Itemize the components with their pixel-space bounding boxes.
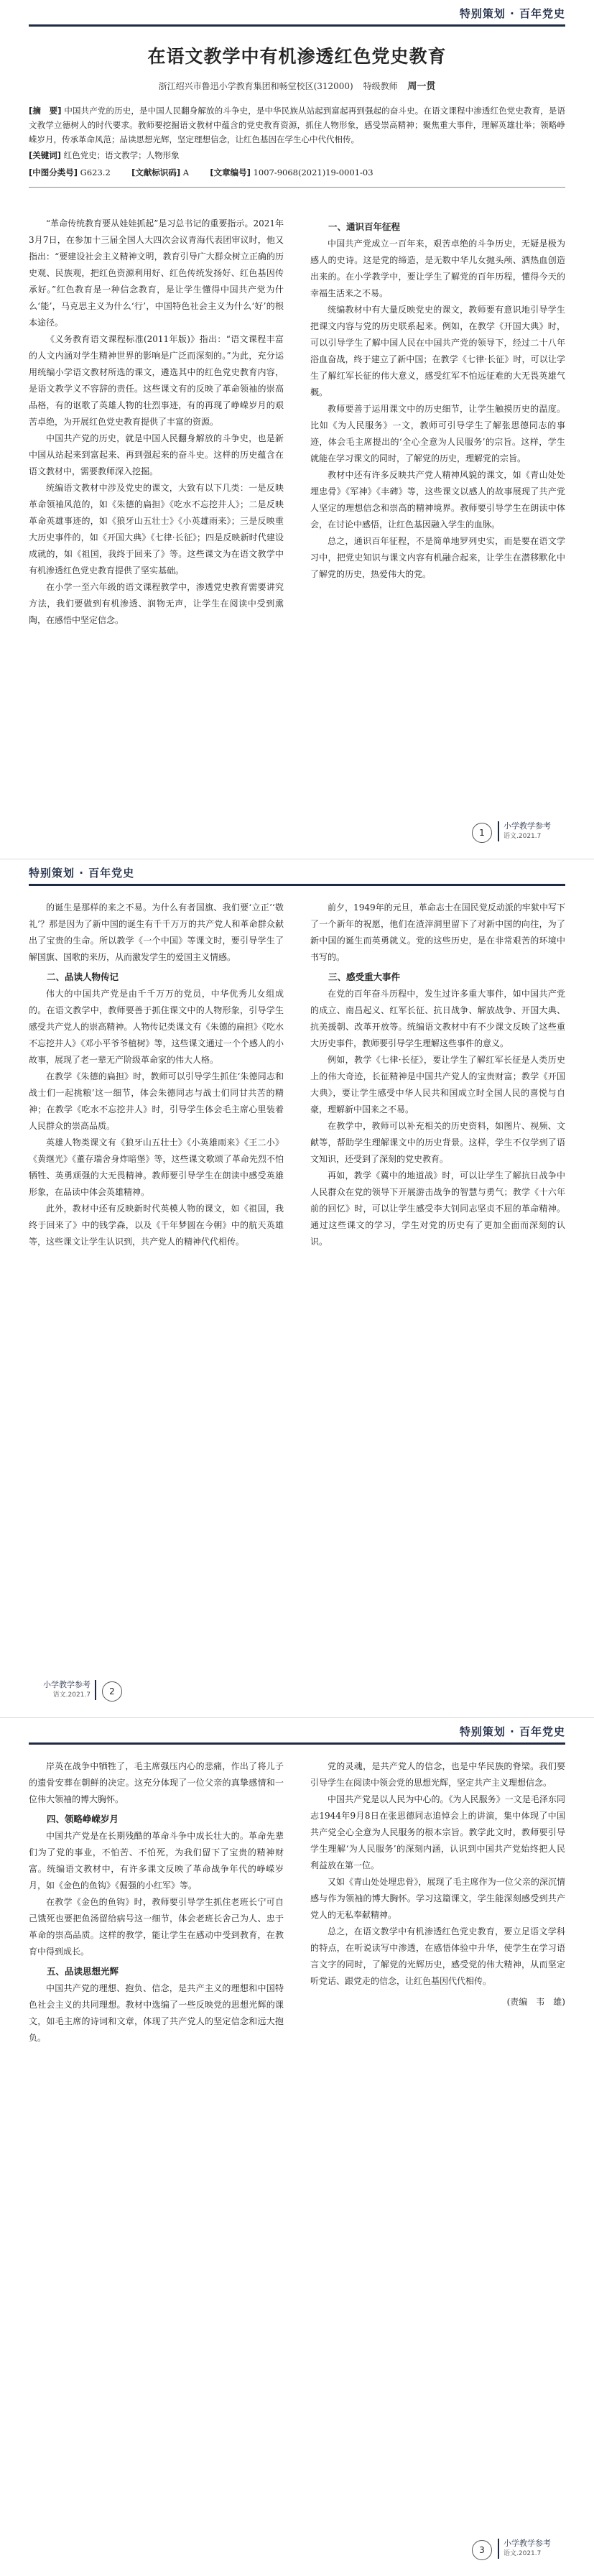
- column-right: [310, 900, 565, 1661]
- doc-value: A: [182, 167, 190, 177]
- page-2: [0, 859, 594, 1717]
- magazine-info: [498, 821, 551, 841]
- body-columns: [29, 1758, 565, 2520]
- paragraph: 例如，教学《七律·长征》，要让学生了解红军长征是人类历史上的伟大奇迹，长征精神是中国共产党人的宝贵财富；教学《开国大典》，要让学生感受中华人民共和国成立时全国人民的喜悦与自豪，理解新中国来之不易。: [310, 1055, 565, 1114]
- magazine-name: 小学教学参考: [43, 1680, 91, 1689]
- paragraph: 在教学《金色的鱼钩》时，教师要引导学生抓住老班长宁可自己饿死也要把鱼汤留给病号这一细节，体会老班长舍己为人、忠于革命的崇高品质。这样的教学，能让学生在感动中受到教育，在教育中得到成长。: [29, 1897, 284, 1957]
- magazine-issue: 语文.2021.7: [52, 1691, 91, 1699]
- paragraph: 在教学中，教师可以补充相关的历史资料，如图片、视频、文献等，帮助学生理解课文中的历史背景。这样，学生不仅学到了语文知识，还受到了深刻的党史教育。: [310, 1121, 565, 1164]
- paragraph: 在小学一至六年级的语文课程教学中，渗透党史教育需要讲究方法，我们要做到有机渗透、润物无声，让学生在阅读中受到熏陶，在感悟中坚定信念。: [29, 582, 284, 625]
- column-left: [29, 1758, 284, 2520]
- page-footer: [429, 2537, 572, 2563]
- column-right: [310, 1758, 565, 2520]
- paragraph: 中国共产党成立一百年来，艰苦卓绝的斗争历史，无疑是极为感人的史诗。这是党的缔造，是无数中华儿女抛头颅、洒热血创造出来的。在小学教学中，要让学生了解党的百年历程，懂得今天的幸福生活来之不易。: [310, 239, 565, 298]
- clc-label: [中图分类号]: [29, 167, 78, 177]
- doc-label: [文献标识码]: [131, 167, 181, 177]
- divider: [29, 187, 565, 188]
- abstract: [29, 103, 565, 147]
- paragraph: 又如《青山处处埋忠骨》，展现了毛主席作为一位父亲的深沉情感与作为领袖的博大胸怀。学习这篇课文，学生能深刻感受到共产党人的无私奉献精神。: [310, 1877, 565, 1920]
- keywords-label: [关键词]: [29, 150, 62, 160]
- paragraph: 中国共产党的历史，就是中国人民翻身解放的斗争史，也是新中国从站起来到富起来、再到强起来的奋斗史。这样的历史蕴含在语文教材中，需要教师深入挖掘。: [29, 433, 284, 476]
- magazine-name: 小学教学参考: [503, 2539, 551, 2548]
- paragraph: 在党的百年奋斗历程中，发生过许多重大事件，如中国共产党的成立、南昌起义、红军长征、抗日战争、解放战争、开国大典、抗美援朝、改革开放等。统编语文教材中有不少课文反映了这些重大历史事件，教师要引导学生理解这些事件的意义。: [310, 989, 565, 1048]
- paragraph: 伟大的中国共产党是由千千万万的党员，中华优秀儿女组成的。在语文教学中，教师要善于抓住课文中的人物形象，引导学生感受共产党人的崇高精神。人物传记类课文有《朱德的扁担》《吃水不忘挖井人》《邓小平爷爷植树》等，这些课文通过一个个感人的小故事，展现了老一辈无产阶级革命家的伟大人格。: [29, 989, 284, 1065]
- paragraph: 统编语文教材中涉及党史的课文，大致有以下几类：一是反映革命领袖风范的，如《朱德的扁担》《吃水不忘挖井人》；二是反映革命英雄事迹的，如《狼牙山五壮士》《小英雄雨来》；三是反映重大历史事件的，如《开国大典》《七律·长征》；四是反映新时代建设成就的，如《祖国，我终于回来了》等。这些课文为在语文教学中有机渗透红色党史教育提供了坚实基础。: [29, 483, 284, 576]
- section-heading: 五、品读思想光辉: [47, 1966, 119, 1977]
- page-header: [29, 0, 565, 27]
- paragraph: 中国共产党的理想、抱负、信念，是共产主义的理想和中国特色社会主义的共同理想。教材中选编了一些反映党的思想光辉的课文，如毛主席的诗词和文章，体现了共产党人的坚定信念和远大抱负。: [29, 1983, 284, 2043]
- paragraph: 中国共产党是以人民为中心的。《为人民服务》一文是毛泽东同志1944年9月8日在张思德同志追悼会上的讲演，集中体现了中国共产党全心全意为人民服务的根本宗旨。教学此文时，教师要引导学生理解‘为人民服务’的深刻内涵，认识到中国共产党始终把人民利益放在第一位。: [310, 1794, 565, 1870]
- page-1: [0, 0, 594, 859]
- magazine-info: [43, 1680, 96, 1700]
- paragraph: “革命传统教育要从娃娃抓起”是习总书记的重要指示。2021年3月7日，在参加十三届全国人大四次会议青海代表团审议时，他又指出：“要建设社会主义精神文明，教育引导广大群众树立正确的历史观、民族观，把红色资源利用好、红色传统发扬好、红色基因传承好。”红色教育是一种信念教育，是让学生懂得中国共产党为什么‘能’，马克思主义为什么‘行’，中国特色社会主义为什么‘好’的根本途径。: [29, 218, 284, 328]
- paragraph: 统编教材中有大量反映党史的课文，教师要有意识地引导学生把课文内容与党的历史联系起来。例如，在教学《开国大典》时，可以引导学生了解中国人民在中国共产党的领导下，经过二十八年浴血奋战，终于建立了新中国；在教学《七律·长征》时，可以让学生了解红军长征的伟大意义，感受红军不怕远征难的大无畏英雄气概。: [310, 305, 565, 397]
- article-meta: [29, 165, 565, 180]
- keywords: [29, 148, 565, 162]
- column-left: [29, 900, 284, 1661]
- section-heading: 三、感受重大事件: [328, 971, 401, 982]
- page-header: [29, 859, 565, 886]
- magazine-info: [498, 2539, 551, 2559]
- body-columns: [29, 900, 565, 1661]
- paragraph: 岸英在战争中牺牲了，毛主席强压内心的悲痛，作出了将儿子的遗骨安葬在朝鲜的决定。这充分体现了一位父亲的真挚感情和一位伟大领袖的博大胸怀。: [29, 1761, 284, 1804]
- abstract-text: 中国共产党的历史，是中国人民翻身解放的斗争史，是中华民族从站起到富起再到强起的奋斗史。在语文课程中渗透红色党史教育，是语文教学立德树人的时代要求。教师要挖掘语文教材中蕴含的党史教育资源，抓住人物形象，感受崇高精神；聚焦重大事件，理解英雄壮举；领略峥嵘岁月，传承革命风范；品读思想光辉，坚定理想信念，让红色基因在学生心中代代相传。: [29, 106, 566, 144]
- section-tag: 特别策划 · 百年党史: [29, 867, 135, 880]
- paragraph: 党的灵魂，是共产党人的信念，也是中华民族的脊梁。我们要引导学生在阅读中领会党的思想光辉，坚定共产主义理想信念。: [310, 1761, 565, 1788]
- section-tag: 特别策划 · 百年党史: [459, 1725, 565, 1738]
- column-right-body: [310, 1758, 565, 1990]
- page-footer: [22, 1679, 165, 1704]
- page-3: [0, 1717, 594, 2576]
- paragraph: 在教学《朱德的扁担》时，教师可以引导学生抓住‘朱德同志和战士们一起挑粮’这一细节，体会朱德同志与战士们同甘共苦的精神；在教学《吃水不忘挖井人》时，引导学生体会毛主席心里装着人民群众的崇高品质。: [29, 1071, 284, 1131]
- author-org: 浙江绍兴市鲁迅小学教育集团和畅堂校区(312000): [158, 81, 353, 91]
- page-number: 1: [472, 823, 492, 843]
- column-left: [29, 216, 284, 801]
- page-header: [29, 1718, 565, 1745]
- magazine-issue: 语文.2021.7: [503, 2550, 542, 2557]
- article-title: 在语文教学中有机渗透红色党史教育: [147, 46, 447, 67]
- page-number: 2: [102, 1681, 122, 1702]
- keywords-text: 红色党史；语文教学；人物形象: [63, 150, 180, 160]
- section-tag: 特别策划 · 百年党史: [459, 7, 565, 20]
- column-right: [310, 216, 565, 801]
- section-heading: 二、品读人物传记: [47, 971, 119, 982]
- byline: [0, 78, 594, 92]
- section-heading: 一、通识百年征程: [328, 221, 401, 232]
- body-columns: [29, 216, 565, 801]
- page-number: 3: [472, 2540, 492, 2560]
- paragraph: 前夕，1949年的元旦，革命志士在国民党反动派的牢狱中写下了一个新年的祝愿，他们在渣滓洞里留下了对新中国的向往，为了新中国的诞生而英勇就义。党的这些历史，是在非常艰苦的环境中书写的。: [310, 902, 565, 962]
- editor-signature: (责编 韦 雄): [506, 1997, 565, 2007]
- paragraph: 英雄人物类课文有《狼牙山五壮士》《小英雄雨来》《王二小》《黄继光》《董存瑞舍身炸暗堡》等，这些课文歌颂了革命先烈不怕牺牲、英勇顽强的大无畏精神。教师要引导学生在朗读中感受英雄形象，在品读中体会英雄精神。: [29, 1137, 284, 1197]
- paragraph: 的诞生是那样的来之不易。为什么有者国旗、我们要‘立正’‘敬礼’？那是因为了新中国的诞生有千千万万的共产党人和革命群众献出了宝贵的生命。所以教学《一个中国》等课文时，要引导学生了解国旗、国歌的来历，从而激发学生的爱国主义情感。: [29, 902, 284, 962]
- paragraph: 总之，通识百年征程，不是简单地罗列史实，而是要在语文学习中，把党史知识与课文内容有机融合起来，让学生在潜移默化中了解党的历史，热爱伟大的党。: [310, 536, 565, 579]
- author-name: 周一贯: [407, 81, 436, 92]
- page-footer: [429, 820, 572, 846]
- article-no-label: [文章编号]: [210, 167, 251, 177]
- paragraph: 教师要善于运用课文中的历史细节，让学生触摸历史的温度。比如《为人民服务》一文，教师可引导学生了解张思德同志的事迹，体会毛主席提出的‘全心全意为人民服务’的宗旨。这样，学生就能在学习课文的同时，了解党的历史，理解党的宗旨。: [310, 404, 565, 463]
- paragraph: 总之，在语文教学中有机渗透红色党史教育，要立足语文学科的特点，在听说读写中渗透，在感悟体验中升华，使学生在学习语言文字的同时，了解党的光辉历史，感受党的伟大精神，从而坚定听党话、跟党走的信念，让红色基因代代相传。: [310, 1926, 565, 1986]
- abstract-label: [摘 要]: [29, 106, 62, 116]
- paragraph: 再如，教学《冀中的地道战》时，可以让学生了解抗日战争中人民群众在党的领导下开展游击战争的智慧与勇气；教学《十六年前的回忆》时，可以让学生感受李大钊同志坚贞不屈的革命精神。通过这些课文的学习，学生对党的历史有了更加全面而深刻的认识。: [310, 1171, 565, 1247]
- paragraph: 《义务教育语文课程标准(2011年版)》指出：“语文课程丰富的人文内涵对学生精神世界的影响是广泛而深刻的。”为此，充分运用统编小学语文教材所选的课文，遴选其中的红色党史教育内容，是语文教学义不容辞的责任。这些课文有的反映了革命领袖的崇高品格，有的讴歌了英雄人物的壮烈事迹，有的再现了峥嵘岁月的艰苦卓绝，为开展红色党史教育提供了丰富的资源。: [29, 334, 284, 427]
- paragraph: 此外，教材中还有反映新时代英模人物的课文，如《祖国，我终于回来了》中的钱学森，以及《千年梦圆在今朝》中的航天英雄等，这些课文让学生认识到，共产党人的精神代代相传。: [29, 1204, 284, 1247]
- article-no-value: 1007-9068(2021)19-0001-03: [253, 167, 373, 177]
- magazine-issue: 语文.2021.7: [503, 833, 542, 840]
- section-heading: 四、领略峥嵘岁月: [47, 1814, 119, 1824]
- paragraph: 中国共产党是在长期残酷的革命斗争中成长壮大的。革命先辈们为了党的事业，不怕苦、不怕死，为我们留下了宝贵的精神财富。统编语文教材中，有许多课文反映了革命战争年代的峥嵘岁月，如《金色的鱼钩》《倔强的小红军》等。: [29, 1831, 284, 1891]
- magazine-name: 小学教学参考: [503, 821, 551, 831]
- author-role: 特级教师: [363, 81, 398, 91]
- paragraph: 教材中还有许多反映共产党人精神风貌的课文，如《青山处处埋忠骨》《军神》《丰碑》等，这些课文以感人的故事展现了共产党人坚定的理想信念和崇高的精神境界。教师要引导学生在朗读中体会，在讨论中感悟，让红色基因融入学生的血脉。: [310, 470, 565, 530]
- clc-value: G623.2: [80, 167, 111, 177]
